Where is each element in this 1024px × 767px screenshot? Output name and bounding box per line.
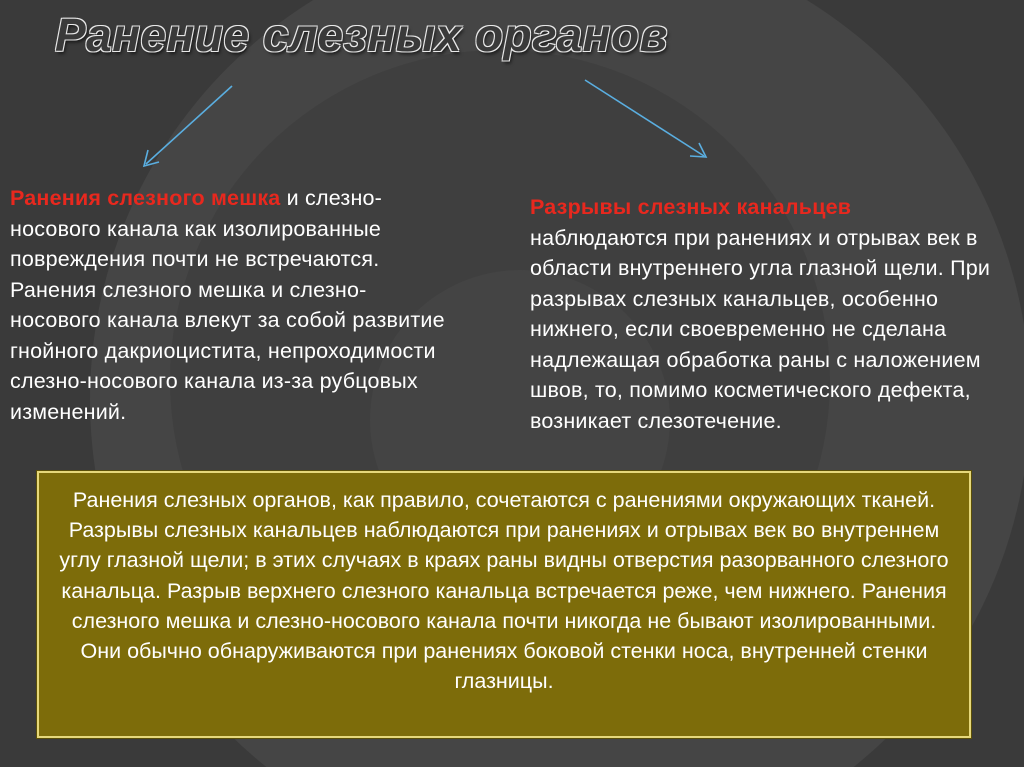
right-column-highlight: Разрывы слезных канальцев xyxy=(530,195,852,219)
summary-box xyxy=(37,471,971,738)
right-column-body: наблюдаются при ранениях и отрывах век в области внутреннего угла глазной щели. При разрывах слезных канальцев, особенно нижнего, если своевременно не сделана надлежащая обработка раны с наложением швов, то, помимо косметического дефекта, возникает слезотечение. xyxy=(530,225,991,433)
right-column-text xyxy=(530,192,1010,436)
summary-text: Ранения слезных органов, как правило, сочетаются с ранениями окружающих тканей. Разрывы слезных канальцев наблюдаются при ранениях и отрывах век во внутреннем углу глазной щели; в этих случаях в краях раны видны отверстия разорванного слезного канальца. Разрыв верхнего слезного канальца встречается реже, чем нижнего. Ранения слезного мешка и слезно-носового канала почти никогда не бывают изолированными. Они обычно обнаруживаются при ранениях боковой стенки носа, внутренней стенки глазницы. xyxy=(59,488,949,694)
left-column-text xyxy=(10,183,450,427)
left-column-body: и слезно-носового канала как изолированные повреждения почти не встречаются. Ранения слезного мешка и слезно-носового канала влекут за собой развитие гнойного дакриоцистита, непроходимости слезно-носового канала из-за рубцовых изменений. xyxy=(10,186,445,424)
left-column-highlight: Ранения слезного мешка xyxy=(10,186,281,210)
slide-title: Ранение слезных органов xyxy=(55,9,668,61)
